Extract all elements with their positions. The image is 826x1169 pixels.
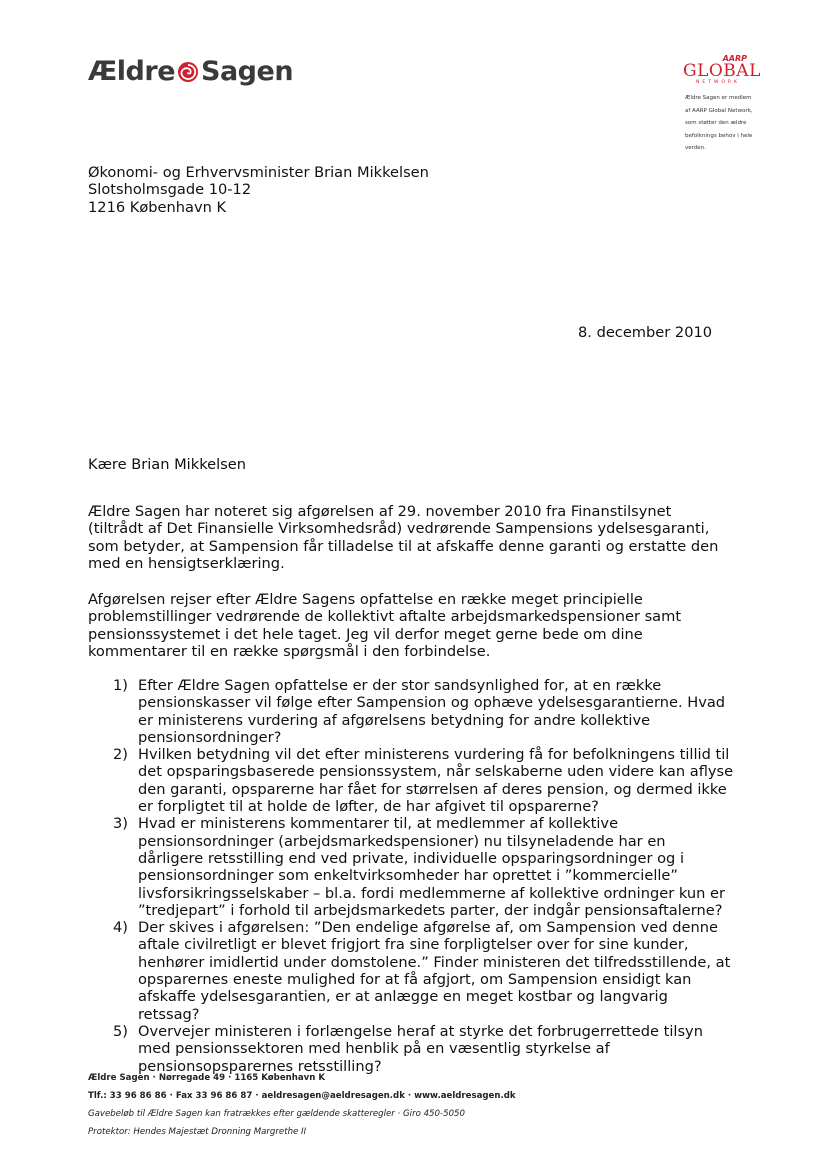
paragraph-line: kommentarer til en række spørgsmål i den forbindelse. bbox=[88, 642, 491, 660]
aeldre-sagen-logo bbox=[88, 56, 293, 90]
paragraph-line: med en hensigtserklæring. bbox=[88, 554, 285, 572]
question-line: pensionsordninger som enkeltvirksomheder har oprettet i ”kommercielle” bbox=[138, 867, 678, 885]
footer-patron: Protektor: Hendes Majestæt Dronning Margrethe II bbox=[88, 1127, 307, 1137]
paragraph-line: som betyder, at Sampension får tilladelse til at afskaffe denne garanti og erstatte den bbox=[88, 537, 719, 555]
question-line: med pensionssektoren med henblik på en væsentlig styrkelse af bbox=[138, 1040, 610, 1058]
aarp-global-network-logo bbox=[683, 54, 761, 86]
aarp-label: AARP bbox=[722, 54, 747, 63]
question-line: Hvilken betydning vil det efter ministerens vurdering få for befolkningens tillid til bbox=[138, 746, 730, 764]
paragraph-1 bbox=[88, 503, 718, 572]
recipient-street: Slotsholmsgade 10-12 bbox=[88, 181, 252, 199]
question-line: henhører imidlertid under domstolene.” Finder ministeren det tilfredsstillende, at bbox=[138, 953, 731, 971]
note-line: Ældre Sagen er medlem bbox=[685, 95, 752, 101]
recipient-name: Økonomi- og Erhvervsminister Brian Mikkelsen bbox=[88, 164, 429, 181]
question-line: livsforsikringsselskaber – bl.a. fordi medlemmerne af kollektive ordninger kun er bbox=[138, 884, 725, 902]
question-number: 2) bbox=[113, 746, 128, 764]
question-line: er forpligtet til at holde de løfter, de har afgivet til opsparerne? bbox=[138, 798, 599, 816]
footer-tax-note: Gavebeløb til Ældre Sagen kan fratrækkes efter gældende skatteregler · Giro 450-5050 bbox=[88, 1109, 465, 1119]
question-item bbox=[88, 1023, 733, 1075]
paragraph-line: problemstillinger vedrørende de kollektivt aftalte arbejdsmarkedspensioner samt bbox=[88, 608, 682, 626]
question-line: pensionskasser vil følge efter Sampension og ophæve ydelsesgarantierne. Hvad bbox=[138, 694, 726, 712]
spiral-logo-icon bbox=[177, 59, 199, 90]
paragraph-line: Afgørelsen rejser efter Ældre Sagens opfattelse en række meget principielle bbox=[88, 591, 643, 608]
question-item bbox=[88, 677, 733, 746]
footer-contact: Tlf.: 33 96 86 86 · Fax 33 96 86 87 · aeldresagen@aeldresagen.dk · www.aeldresagen.dk bbox=[88, 1091, 516, 1101]
question-line: retssag? bbox=[138, 1005, 200, 1023]
footer-address: Ældre Sagen · Nørregade 49 · 1165 København K bbox=[88, 1073, 326, 1083]
paragraph-line: (tiltrådt af Det Finansielle Virksomhedsråd) vedrørende Sampensions ydelsesgaranti, bbox=[88, 520, 710, 538]
logo-text-right: Sagen bbox=[201, 56, 294, 87]
question-item bbox=[88, 746, 733, 815]
recipient-address bbox=[88, 164, 429, 216]
question-line: pensionsordninger (arbejdsmarkedspensioner) nu tilsyneladende har en bbox=[138, 832, 666, 850]
question-line: den garanti, opsparerne har fået for størrelsen af deres pension, og dermed ikke bbox=[138, 780, 727, 798]
letter-date: 8. december 2010 bbox=[578, 324, 713, 341]
paragraph-line: Ældre Sagen har noteret sig afgørelsen af 29. november 2010 fra Finanstilsynet bbox=[88, 503, 672, 520]
question-line: det opsparingsbaserede pensionssystem, når selskaberne uden videre kan aflyse bbox=[138, 763, 734, 781]
question-line: opsparernes eneste mulighed for at få afgjort, om Sampension ensidigt kan bbox=[138, 971, 692, 989]
note-line: verden. bbox=[685, 145, 706, 151]
note-line: befolknings behov i hele bbox=[685, 132, 753, 139]
note-line: af AARP Global Network, bbox=[685, 107, 753, 114]
question-line: ”tredjepart” i forhold til arbejdsmarkedets parter, der indgår pensionsaftalerne? bbox=[138, 901, 723, 919]
question-line: Der skives i afgørelsen: ”Den endelige afgørelse af, om Sampension ved denne bbox=[138, 919, 718, 937]
question-line: Overvejer ministeren i forlængelse heraf at styrke det forbrugerrettede tilsyn bbox=[138, 1022, 703, 1040]
question-line: er ministerens vurdering af afgørelsens betydning for andre kollektive bbox=[138, 711, 651, 729]
question-line: afskaffe ydelsesgarantien, er at anlægge en meget kostbar og langvarig bbox=[138, 988, 668, 1006]
question-item bbox=[88, 919, 733, 1023]
question-line: pensionsopsparernes retsstilling? bbox=[138, 1057, 382, 1075]
network-label: NETWORK bbox=[695, 80, 741, 85]
global-label: GLOBAL bbox=[683, 61, 761, 81]
paragraph-2 bbox=[88, 591, 681, 660]
note-line: som støtter den ældre bbox=[685, 120, 747, 126]
question-line: dårligere retsstilling end ved private, individuelle opsparingsordninger og i bbox=[138, 849, 685, 867]
question-number: 1) bbox=[113, 677, 128, 694]
question-list bbox=[88, 677, 733, 1075]
question-number: 3) bbox=[113, 815, 128, 833]
question-line: aftale civilretligt er blevet frigjort fra sine forpligtelser over for sine kunder, bbox=[138, 936, 689, 954]
question-line: pensionsordninger? bbox=[138, 728, 282, 746]
aarp-membership-note bbox=[685, 92, 765, 155]
question-item bbox=[88, 815, 733, 919]
paragraph-line: pensionssystemet i det hele taget. Jeg vil derfor meget gerne bede om dine bbox=[88, 625, 643, 643]
question-line: Efter Ældre Sagen opfattelse er der stor sandsynlighed for, at en række bbox=[138, 677, 662, 694]
logo-text-left: Ældre bbox=[88, 56, 176, 87]
recipient-city: 1216 København K bbox=[88, 198, 227, 216]
question-number: 5) bbox=[113, 1022, 128, 1040]
greeting: Kære Brian Mikkelsen bbox=[88, 456, 246, 473]
question-line: Hvad er ministerens kommentarer til, at medlemmer af kollektive bbox=[138, 815, 619, 833]
question-number: 4) bbox=[113, 919, 128, 937]
